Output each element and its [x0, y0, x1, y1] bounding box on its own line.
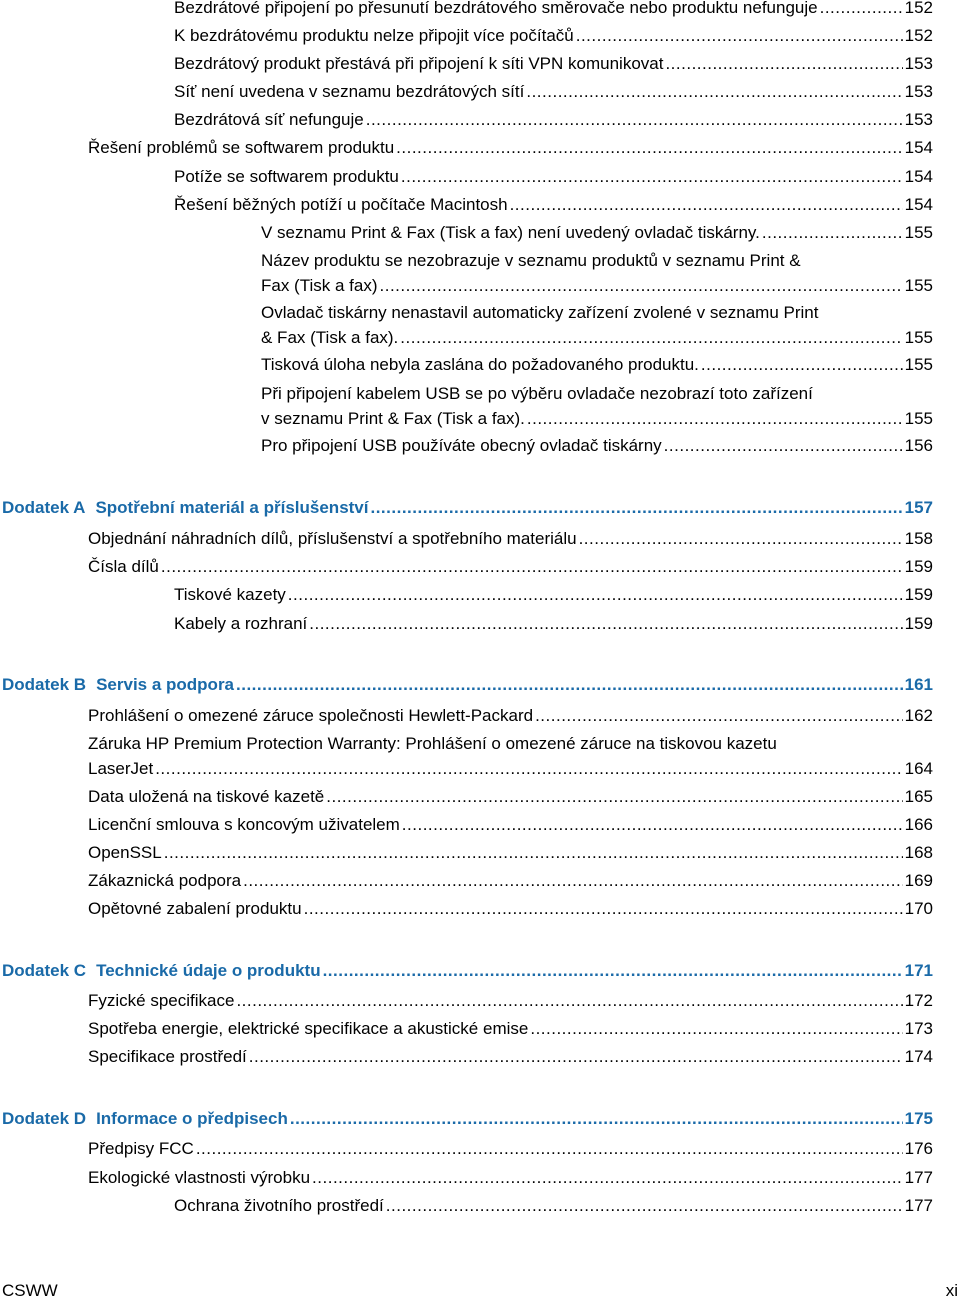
toc-entry-row — [2, 495, 933, 520]
toc-entry-row — [88, 1136, 933, 1161]
toc-entry-title: Ekologické vlastnosti výrobku — [88, 1168, 311, 1187]
toc-entry-title: LaserJet — [88, 759, 154, 778]
dot-leader — [820, 0, 903, 20]
dot-leader — [380, 273, 903, 298]
toc-entry-row — [174, 582, 933, 607]
toc-entry-row — [88, 988, 933, 1013]
toc-entry[interactable] — [174, 192, 933, 217]
toc-entry-row — [88, 703, 933, 728]
toc-entry-title: Specifikace prostředí — [88, 1047, 247, 1066]
dot-leader — [196, 1136, 903, 1161]
toc-entry[interactable] — [174, 0, 933, 20]
toc-entry-row — [174, 611, 933, 636]
toc-entry-title: Kabely a rozhraní — [174, 614, 308, 633]
toc-chapter-title: Technické údaje o produktu — [96, 961, 321, 980]
toc-entry-row — [174, 23, 933, 48]
dot-leader — [236, 988, 902, 1013]
toc-entry-title: Pro připojení USB používáte obecný ovladač tiskárny — [261, 436, 662, 455]
toc-entry-row — [261, 433, 933, 458]
toc-entry[interactable] — [88, 135, 933, 160]
toc-page-number: 159 — [904, 614, 933, 633]
toc-page-number: 152 — [904, 26, 933, 45]
toc-entry-title-line: Záruka HP Premium Protection Warranty: Prohlášení o omezené záruce na tiskovou kazetu — [88, 734, 777, 753]
toc-entry[interactable] — [261, 381, 933, 431]
toc-entry[interactable] — [174, 79, 933, 104]
toc-entry[interactable] — [174, 51, 933, 76]
toc-page-number: 154 — [904, 138, 933, 157]
toc-entry-title: V seznamu Print & Fax (Tisk a fax) není uvedený ovladač tiskárny. — [261, 223, 760, 242]
dot-leader — [510, 192, 903, 217]
toc-entry[interactable] — [88, 840, 933, 865]
toc-page-number: 161 — [904, 675, 933, 694]
toc-entry[interactable] — [174, 23, 933, 48]
toc-entry-row — [88, 868, 933, 893]
toc-entry[interactable] — [174, 611, 933, 636]
toc-entry-title: Bezdrátová síť nefunguje — [174, 110, 364, 129]
dot-leader — [164, 840, 903, 865]
toc-page-number: 154 — [904, 195, 933, 214]
toc-chapter-label: Dodatek A — [2, 498, 86, 517]
toc-entry-title: Ochrana životního prostředí — [174, 1196, 384, 1215]
dot-leader — [304, 896, 903, 921]
toc-entry-row — [261, 352, 933, 377]
toc-entry-title — [2, 958, 321, 983]
toc-page-number: 162 — [904, 706, 933, 725]
toc-chapter-title: Spotřební materiál a příslušenství — [95, 498, 369, 517]
toc-chapter-entry[interactable] — [2, 495, 933, 520]
toc-entry-title: Čísla dílů — [88, 557, 159, 576]
toc-entry-row — [88, 1165, 933, 1190]
toc-entry-row — [88, 840, 933, 865]
dot-leader — [243, 868, 903, 893]
dot-leader — [370, 495, 902, 520]
toc-page-number: 176 — [904, 1139, 933, 1158]
toc-page-number: 155 — [904, 223, 933, 242]
toc-entry[interactable] — [174, 582, 933, 607]
dot-leader — [161, 554, 903, 579]
toc-chapter-title: Informace o předpisech — [96, 1109, 288, 1128]
toc-page-number: 175 — [904, 1109, 933, 1128]
toc-entry-title: Bezdrátový produkt přestává při připojení k síti VPN komunikovat — [174, 54, 664, 73]
toc-entry-row — [174, 0, 933, 20]
dot-leader — [309, 611, 902, 636]
toc-entry-row — [174, 164, 933, 189]
toc-entry-title: Tisková úloha nebyla zaslána do požadovaného produktu. — [261, 355, 699, 374]
dot-leader — [312, 1165, 903, 1190]
toc-page-number: 172 — [904, 991, 933, 1010]
toc-entry[interactable] — [174, 164, 933, 189]
toc-page-number: 170 — [904, 899, 933, 918]
toc-chapter-label: Dodatek C — [2, 961, 87, 980]
toc-entry[interactable] — [261, 248, 933, 298]
dot-leader — [326, 784, 902, 809]
dot-leader — [576, 23, 903, 48]
toc-entry-title: Data uložená na tiskové kazetě — [88, 787, 325, 806]
toc-page-number: 158 — [904, 529, 933, 548]
toc-entry[interactable] — [261, 433, 933, 458]
toc-entry-title-line: Název produktu se nezobrazuje v seznamu produktů v seznamu Print & — [261, 251, 801, 270]
toc-page-number: 159 — [904, 585, 933, 604]
toc-entry-row — [88, 784, 933, 809]
toc-entry-row — [261, 273, 933, 298]
toc-entry[interactable] — [88, 703, 933, 728]
toc-entry[interactable] — [88, 554, 933, 579]
toc-entry[interactable] — [88, 1016, 933, 1041]
toc-entry-title — [2, 1106, 288, 1131]
dot-leader — [402, 812, 903, 837]
toc-entry[interactable] — [88, 896, 933, 921]
toc-entry[interactable] — [88, 1136, 933, 1161]
dot-leader — [249, 1044, 903, 1069]
dot-leader — [366, 107, 903, 132]
toc-entry-row — [88, 896, 933, 921]
toc-page-number: 169 — [904, 871, 933, 890]
toc-chapter-entry[interactable] — [2, 1106, 933, 1131]
toc-entry-row — [174, 79, 933, 104]
toc-entry-title: Potíže se softwarem produktu — [174, 167, 399, 186]
footer-doc-code: CSWW — [2, 1281, 58, 1300]
toc-entry-title: OpenSSL — [88, 843, 162, 862]
toc-entry[interactable] — [261, 220, 933, 245]
toc-entry[interactable] — [174, 1193, 933, 1218]
dot-leader — [762, 220, 903, 245]
toc-page-number: 155 — [904, 355, 933, 374]
toc-entry-title: Spotřeba energie, elektrické specifikace a akustické emise — [88, 1019, 529, 1038]
dot-leader — [400, 325, 902, 350]
toc-entry-title: Tiskové kazety — [174, 585, 286, 604]
toc-entry[interactable] — [88, 784, 933, 809]
toc-entry[interactable] — [88, 868, 933, 893]
toc-entry-row — [2, 958, 933, 983]
toc-chapter-entry[interactable] — [2, 958, 933, 983]
footer-page-number: xi — [945, 1281, 958, 1300]
dot-leader — [155, 756, 902, 781]
toc-entry-row — [2, 672, 933, 697]
dot-leader — [288, 582, 903, 607]
toc-entry-row — [261, 406, 933, 431]
toc-page-number: 154 — [904, 167, 933, 186]
toc-entry-row — [174, 192, 933, 217]
toc-entry-row — [88, 135, 933, 160]
toc-page-number: 155 — [904, 328, 933, 347]
toc-entry[interactable] — [88, 988, 933, 1013]
toc-entry-title: Fax (Tisk a fax) — [261, 276, 378, 295]
toc-entry-title: Objednání náhradních dílů, příslušenství a spotřebního materiálu — [88, 529, 577, 548]
toc-page-number: 174 — [904, 1047, 933, 1066]
toc-page-number: 155 — [904, 409, 933, 428]
toc-page-number: 171 — [904, 961, 933, 980]
dot-leader — [526, 79, 902, 104]
toc-page-number: 168 — [904, 843, 933, 862]
toc-entry-row — [174, 1193, 933, 1218]
toc-entry-row — [88, 1016, 933, 1041]
dot-leader — [396, 135, 902, 160]
toc-entry-title-line: Ovladač tiskárny nenastavil automaticky zařízení zvolené v seznamu Print — [261, 303, 819, 322]
toc-entry-title: Řešení běžných potíží u počítače Macintosh — [174, 195, 508, 214]
toc-page-number: 157 — [904, 498, 933, 517]
toc-entry[interactable] — [261, 300, 933, 350]
dot-leader — [664, 433, 903, 458]
dot-leader — [701, 352, 903, 377]
toc-entry[interactable] — [88, 812, 933, 837]
toc-page-number: 153 — [904, 82, 933, 101]
toc-page-number: 153 — [904, 54, 933, 73]
toc-entry-title: Prohlášení o omezené záruce společnosti Hewlett-Packard — [88, 706, 534, 725]
toc-page-number: 173 — [904, 1019, 933, 1038]
dot-leader — [535, 703, 903, 728]
dot-leader — [386, 1193, 903, 1218]
toc-entry-title: Řešení problémů se softwarem produktu — [88, 138, 395, 157]
toc-entry-title: Bezdrátové připojení po přesunutí bezdrátového směrovače nebo produktu nefunguje — [174, 0, 818, 17]
dot-leader — [579, 526, 903, 551]
toc-entry[interactable] — [88, 1044, 933, 1069]
toc-entry[interactable] — [88, 731, 933, 781]
toc-entry-title: Předpisy FCC — [88, 1139, 194, 1158]
toc-chapter-label: Dodatek D — [2, 1109, 87, 1128]
toc-entry-title: Opětovné zabalení produktu — [88, 899, 302, 918]
dot-leader — [665, 51, 902, 76]
toc-entry-title — [2, 672, 234, 697]
dot-leader — [236, 672, 903, 697]
toc-entry-title: K bezdrátovému produktu nelze připojit více počítačů — [174, 26, 574, 45]
dot-leader — [401, 164, 903, 189]
dot-leader — [323, 958, 903, 983]
toc-page-number: 156 — [904, 436, 933, 455]
toc-entry-title: Licenční smlouva s koncovým uživatelem — [88, 815, 400, 834]
toc-entry[interactable] — [88, 526, 933, 551]
toc-page-number: 155 — [904, 276, 933, 295]
toc-entry-title — [2, 495, 368, 520]
toc-entry[interactable] — [88, 1165, 933, 1190]
toc-entry-row — [174, 51, 933, 76]
toc-page-number: 177 — [904, 1168, 933, 1187]
toc-chapter-label: Dodatek B — [2, 675, 87, 694]
toc-entry-row — [88, 526, 933, 551]
toc-entry-title: Zákaznická podpora — [88, 871, 242, 890]
toc-entry-row — [261, 325, 933, 350]
toc-page-number: 153 — [904, 110, 933, 129]
toc-entry-title-line: Při připojení kabelem USB se po výběru ovladače nezobrazí toto zařízení — [261, 384, 813, 403]
dot-leader — [527, 406, 903, 431]
toc-page-number: 165 — [904, 787, 933, 806]
toc-chapter-title: Servis a podpora — [96, 675, 235, 694]
toc-chapter-entry[interactable] — [2, 672, 933, 697]
dot-leader — [530, 1016, 902, 1041]
toc-entry-row — [2, 1106, 933, 1131]
toc-entry[interactable] — [261, 352, 933, 377]
toc-entry-title: Síť není uvedena v seznamu bezdrátových sítí — [174, 82, 525, 101]
toc-entry-row — [174, 107, 933, 132]
toc-page-number: 166 — [904, 815, 933, 834]
toc-entry-row — [88, 812, 933, 837]
toc-entry-row — [261, 220, 933, 245]
dot-leader — [290, 1106, 903, 1131]
toc-page-number: 159 — [904, 557, 933, 576]
toc-entry-row — [88, 756, 933, 781]
toc-entry-row — [88, 1044, 933, 1069]
toc-page-number: 152 — [904, 0, 933, 17]
toc-page-number: 177 — [904, 1196, 933, 1215]
toc-entry[interactable] — [174, 107, 933, 132]
toc-entry-row — [88, 554, 933, 579]
toc-entry-title: Fyzické specifikace — [88, 991, 235, 1010]
toc-entry-title: & Fax (Tisk a fax). — [261, 328, 399, 347]
toc-page-number: 164 — [904, 759, 933, 778]
toc-entry-title: v seznamu Print & Fax (Tisk a fax). — [261, 409, 525, 428]
